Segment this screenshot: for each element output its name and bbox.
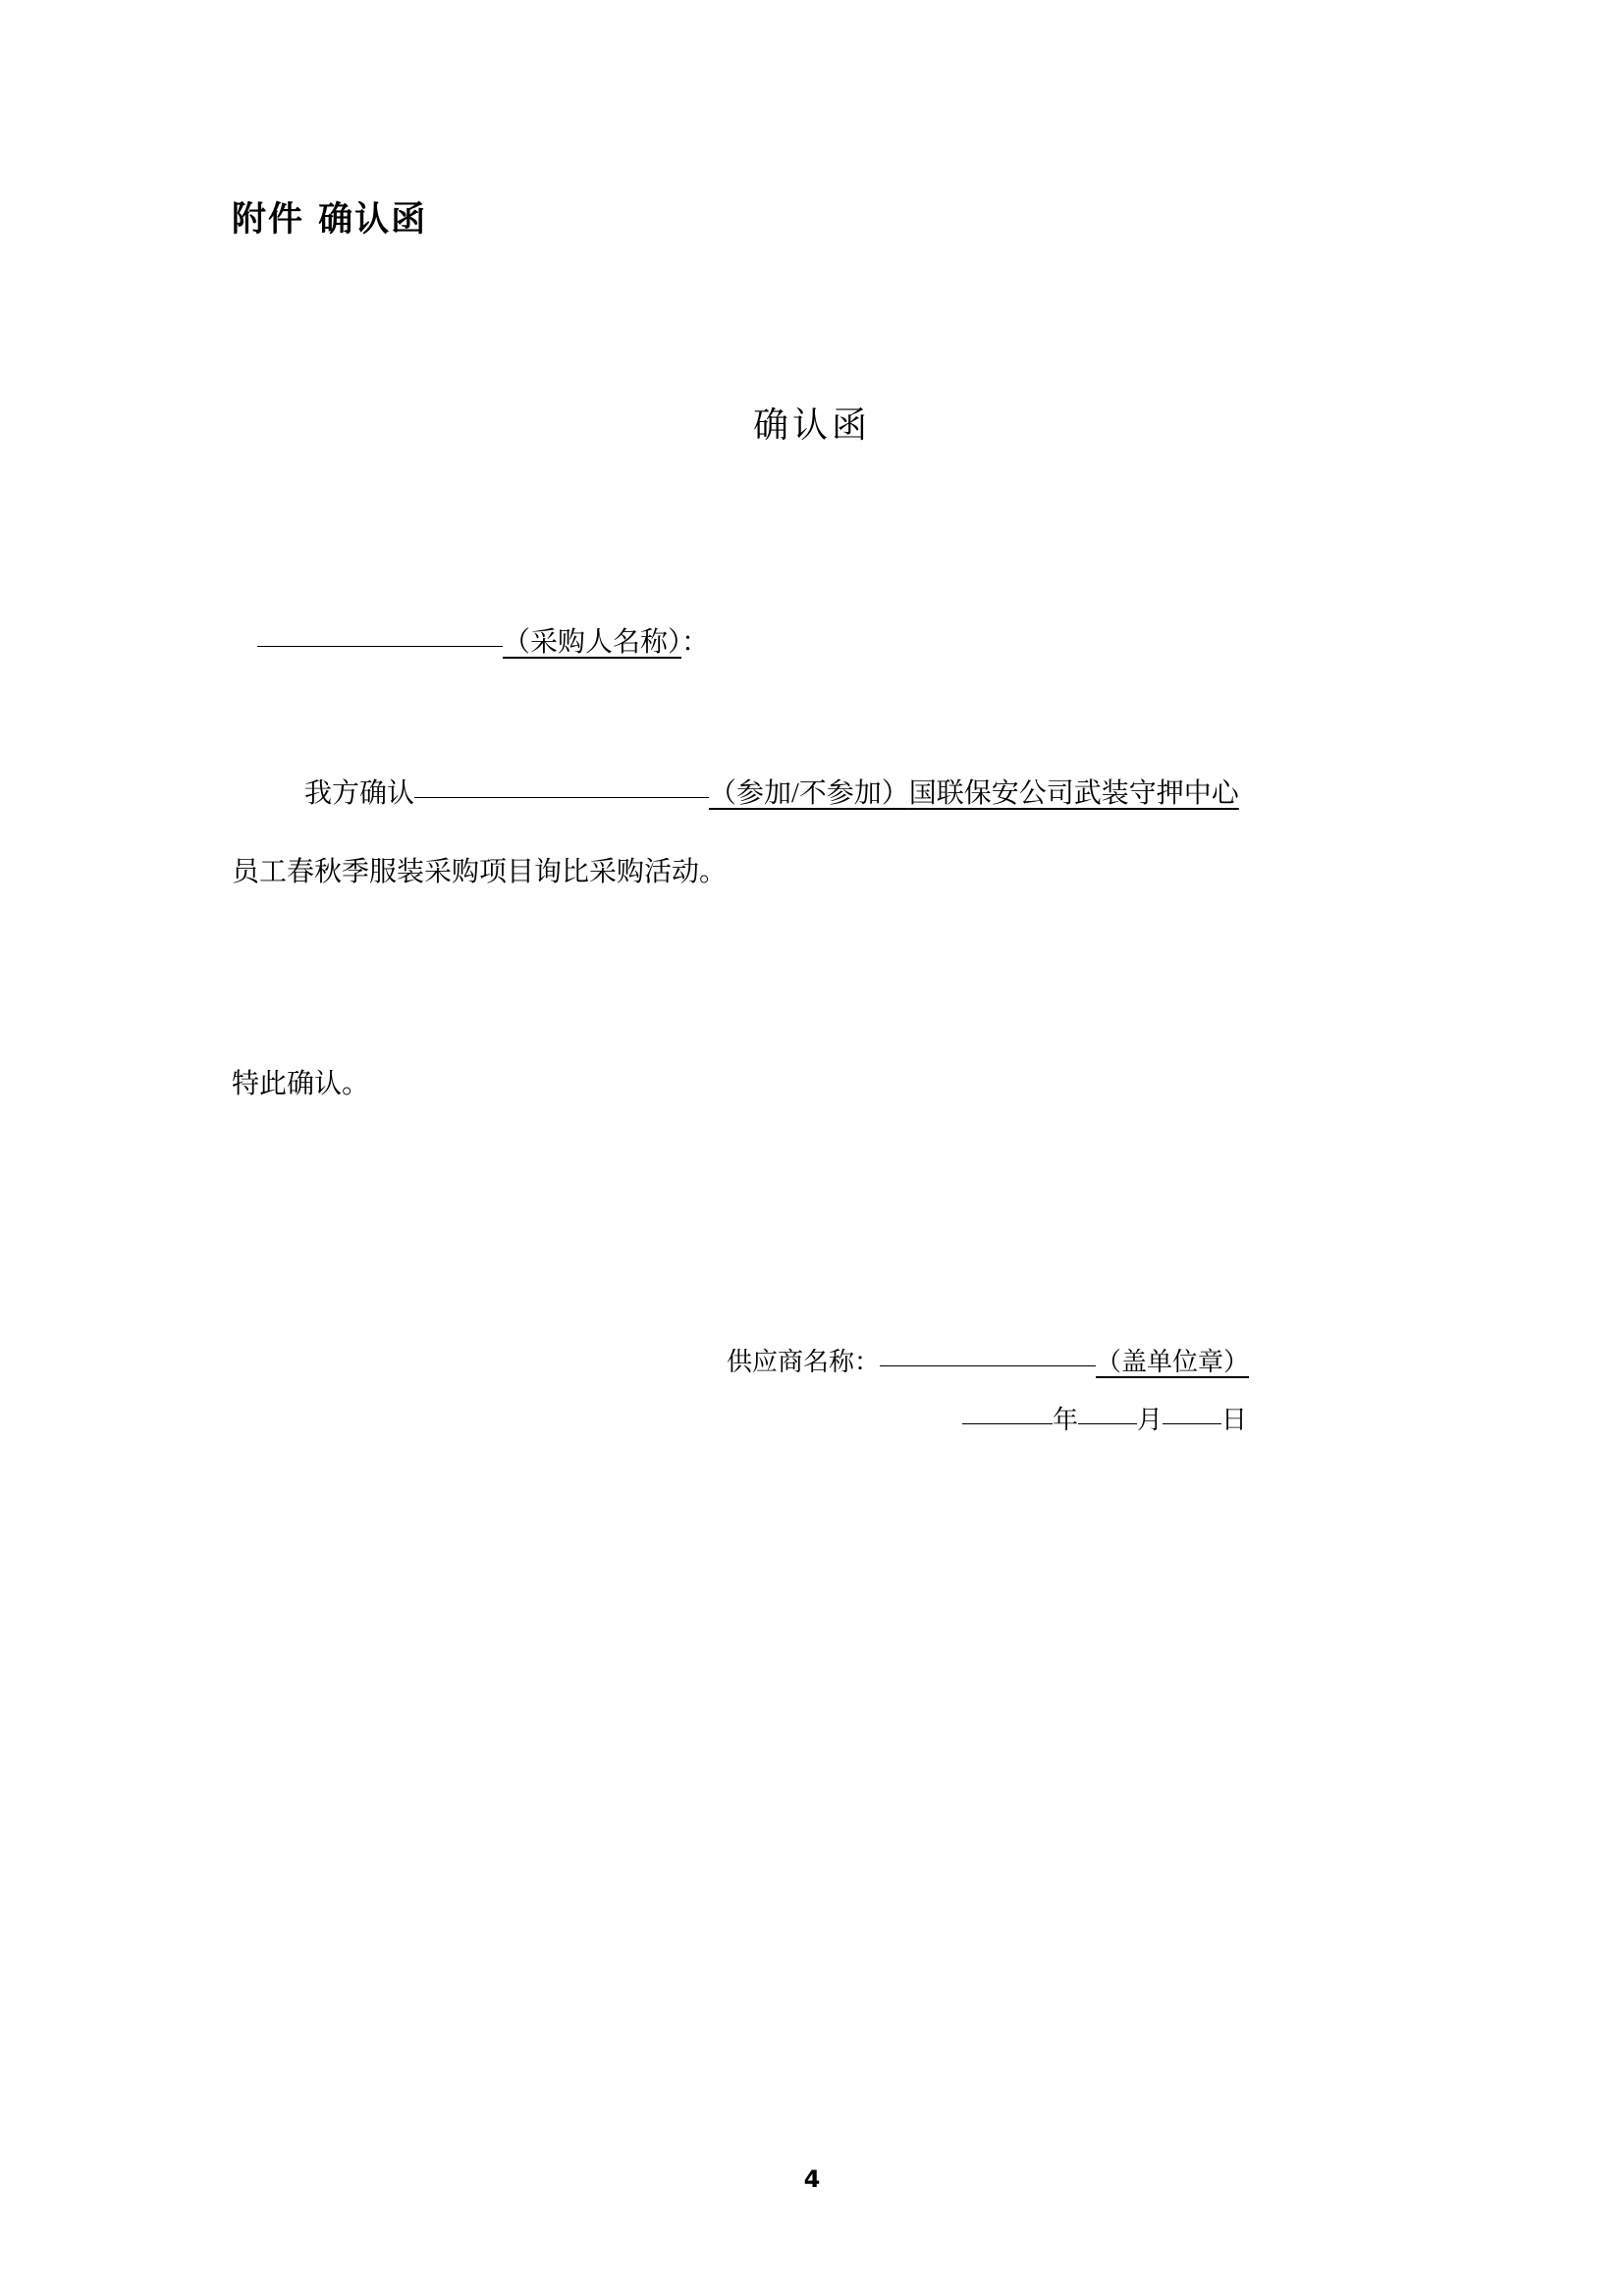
supplier-name-label: 供应商名称：: [727, 1348, 881, 1377]
body-paragraph-line-2: 员工春秋季服装采购项目询比采购活动。: [232, 857, 728, 887]
addressee-line: [257, 620, 709, 660]
day-blank: [1163, 1423, 1221, 1424]
year-label: 年: [1052, 1406, 1078, 1435]
supplier-name-blank: [880, 1365, 1096, 1366]
participation-blank: [414, 797, 709, 798]
closing-statement: 特此确认。: [232, 1069, 370, 1099]
day-label: 日: [1221, 1406, 1248, 1435]
body-paragraph-line-1: [304, 772, 1239, 811]
addressee-colon: ：: [681, 627, 710, 658]
month-blank: [1078, 1423, 1137, 1424]
attachment-heading: 附件 确认函: [232, 200, 428, 240]
page-number: 4: [803, 2165, 821, 2193]
purchaser-name-label: （采购人名称）: [503, 627, 682, 658]
signature-block: [727, 1342, 1249, 1436]
seal-note-text: （盖单位章）: [1096, 1348, 1250, 1377]
project-owner-text: 国联保安公司武装守押中心: [908, 778, 1239, 809]
supplier-name-line: [727, 1342, 1249, 1378]
year-blank: [962, 1423, 1053, 1424]
month-label: 月: [1137, 1406, 1164, 1435]
purchaser-name-blank: [257, 646, 503, 647]
date-line: [727, 1400, 1249, 1436]
page-title: 确认函: [752, 405, 871, 445]
confirm-prefix-text: 我方确认: [304, 778, 415, 809]
participation-option-text: （参加/不参加）: [709, 778, 909, 809]
